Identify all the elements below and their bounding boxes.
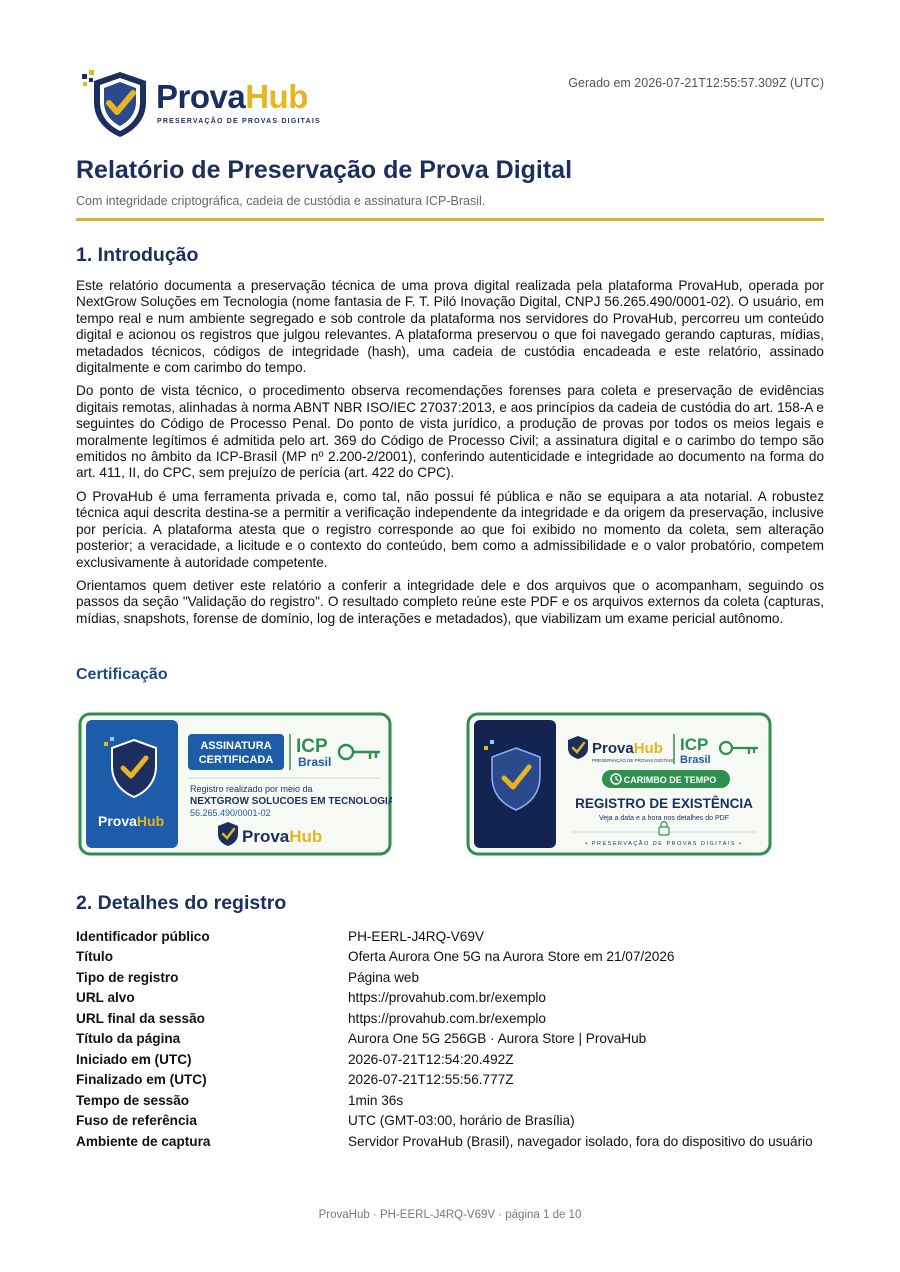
- badge2-brand: ProvaHub: [592, 740, 663, 757]
- badge1-brand: ProvaHub: [98, 813, 165, 829]
- detail-row: [76, 1090, 836, 1111]
- existence-headline: REGISTRO DE EXISTÊNCIA: [575, 796, 753, 811]
- detail-value: 2026-07-21T12:55:56.777Z: [348, 1072, 514, 1088]
- detail-label: Finalizado em (UTC): [76, 1072, 207, 1088]
- detail-label: Iniciado em (UTC): [76, 1051, 192, 1067]
- intro-paragraph: Este relatório documenta a preservação técnica de uma prova digital realizada pela plataforma ProvaHub, operada por NextGrow Soluções em Tecnologia (nome fantasia de F. T. Piló Inovação Digital, CNPJ 56.265.490/0001-02). O usuário, em tempo real e num ambiente segregado e sob controle da plataforma nos servidores do ProvaHub, percorreu um conteúdo digital e acionou os registros que julgou relevantes. A plataforma preservou o que foi navegado gerando capturas, mídias, metadados técnicos, códigos de integridade (hash), uma cadeia de custódia encadeada e este relatório, assinado digitalmente e com carimbo do tempo.: [76, 278, 824, 376]
- badge2-footer: • PRESERVAÇÃO DE PROVAS DIGITAIS •: [585, 841, 743, 847]
- detail-row: [76, 1131, 836, 1152]
- detail-label: Tipo de registro: [76, 969, 179, 985]
- detail-row: [76, 1049, 836, 1070]
- title-divider: [76, 218, 824, 221]
- signature-certified-badge: [78, 712, 392, 856]
- intro-paragraph: Do ponto de vista técnico, o procedimento observa recomendações forenses para coleta e preservação de evidências digitais remotas, alinhadas à norma ABNT NBR ISO/IEC 27037:2013, e aos princípios da cadeia de custódia do art. 158-A e seguintes do Código de Processo Penal. Do ponto de vista jurídico, a produção de provas por todos os meios legais e moralmente legítimos é admitida pelo art. 369 do Código de Processo Civil; a assinatura digital e o carimbo do tempo são emitidos no âmbito da ICP-Brasil (MP nº 2.200-2/2001), conferindo autenticidade e integridade ao documento na forma do art. 411, II, do CPC, sem prejuízo de perícia (art. 422 do CPC).: [76, 383, 824, 481]
- detail-row: [76, 1111, 836, 1132]
- signature-line-2: CERTIFICADA: [198, 754, 274, 766]
- existence-subline: Veja a data e a hora nos detalhes do PDF: [599, 815, 729, 822]
- detail-value: PH-EERL-J4RQ-V69V: [348, 928, 484, 944]
- registered-via: Registro realizado por meio da: [190, 784, 313, 794]
- detail-value: UTC (GMT-03:00, horário de Brasília): [348, 1113, 575, 1129]
- generated-timestamp: Gerado em 2026-07-21T12:55:57.309Z (UTC): [568, 76, 824, 90]
- detail-row: [76, 967, 836, 988]
- timestamp-badge: [466, 712, 772, 856]
- detail-label: Fuso de referência: [76, 1113, 197, 1129]
- detail-value: https://provahub.com.br/exemplo: [348, 990, 546, 1006]
- detail-value: Servidor ProvaHub (Brasil), navegador isolado, fora do dispositivo do usuário: [348, 1133, 813, 1149]
- detail-row: [76, 1008, 836, 1029]
- detail-row: [76, 988, 836, 1009]
- detail-value: Oferta Aurora One 5G na Aurora Store em 21/07/2026: [348, 949, 675, 965]
- icp-label: ICP: [680, 735, 709, 754]
- signature-line-1: ASSINATURA: [200, 740, 272, 752]
- detail-row: [76, 1070, 836, 1091]
- brand-tagline: PRESERVAÇÃO DE PROVAS DIGITAIS: [157, 118, 321, 125]
- report-title: Relatório de Preservação de Prova Digital: [76, 156, 573, 184]
- detail-label: Ambiente de captura: [76, 1133, 211, 1149]
- detail-value: https://provahub.com.br/exemplo: [348, 1010, 546, 1026]
- detail-value: 2026-07-21T12:54:20.492Z: [348, 1051, 514, 1067]
- intro-paragraph: Orientamos quem detiver este relatório a conferir a integridade dele e dos arquivos que o acompanham, seguindo os passos da seção "Validação do registro". O resultado completo reúne este PDF e os arquivos externos da coleta (capturas, mídias, snapshots, forense de domínio, log de interações e metadados), que viabilizam um exame pericial autônomo.: [76, 577, 824, 626]
- badge2-tagline: PRESERVAÇÃO DE PROVAS DIGITAIS: [592, 758, 674, 763]
- badge1-footer-brand: ProvaHub: [242, 827, 323, 846]
- detail-value: Aurora One 5G 256GB · Aurora Store | ProvaHub: [348, 1031, 647, 1047]
- certification-heading: Certificação: [76, 666, 168, 683]
- detail-row: [76, 1029, 836, 1050]
- icp-brasil-label: Brasil: [298, 755, 332, 769]
- detail-label: Título da página: [76, 1031, 181, 1047]
- detail-value: 1min 36s: [348, 1092, 404, 1108]
- provahub-logo: [80, 68, 330, 140]
- details-heading: 2. Detalhes do registro: [76, 892, 287, 914]
- detail-row: [76, 926, 836, 947]
- company-cnpj: 56.265.490/0001-02: [190, 808, 271, 818]
- detail-row: [76, 947, 836, 968]
- detail-label: URL alvo: [76, 990, 135, 1006]
- detail-value: Página web: [348, 969, 420, 985]
- detail-label: Título: [76, 949, 113, 965]
- timestamp-pill: CARIMBO DE TEMPO: [623, 775, 717, 785]
- icp-brasil-label: Brasil: [680, 754, 711, 766]
- company-name: NEXTGROW SOLUCOES EM TECNOLOGIA: [190, 796, 392, 807]
- details-table: [76, 926, 836, 1152]
- brand-name: ProvaHub: [156, 78, 308, 115]
- intro-heading: 1. Introdução: [76, 244, 199, 266]
- intro-paragraph: O ProvaHub é uma ferramenta privada e, como tal, não possui fé pública e não se equipara a ata notarial. A robustez técnica aqui descrita destina-se a permitir a verificação independente da integridade e da origem da preservação, inclusive por perícia. A plataforma atesta que o registro corresponde ao que foi exibido no momento da coleta, sem alteração posterior; a veracidade, a licitude e o contexto do conteúdo, bem como a admissibilidade e o valor probatório, competem exclusivamente à autoridade competente.: [76, 488, 824, 570]
- report-subtitle: Com integridade criptográfica, cadeia de custódia e assinatura ICP-Brasil.: [76, 194, 486, 208]
- intro-body: [76, 278, 824, 634]
- shield-check-icon: [80, 68, 152, 140]
- detail-label: URL final da sessão: [76, 1010, 205, 1026]
- page-footer: ProvaHub · PH-EERL-J4RQ-V69V · página 1 de 10: [318, 1209, 582, 1221]
- detail-label: Identificador público: [76, 928, 210, 944]
- detail-label: Tempo de sessão: [76, 1092, 190, 1108]
- icp-label: ICP: [296, 736, 328, 757]
